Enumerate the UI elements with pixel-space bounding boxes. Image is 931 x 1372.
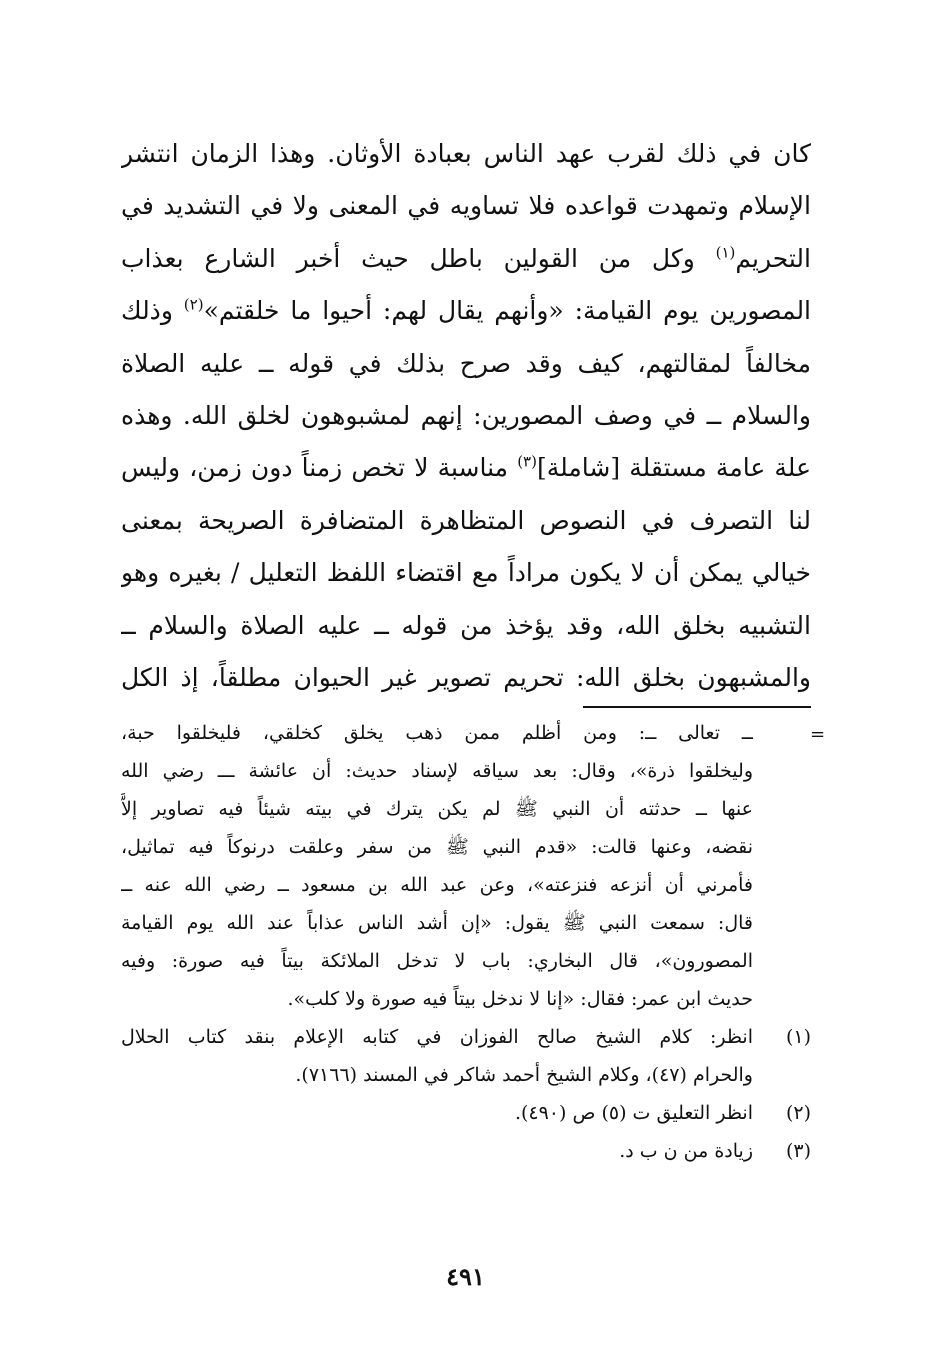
footnote-line: حديث ابن عمر: فقال: «إنا لا ندخل بيتاً فيه صورة ولا كلب».	[287, 988, 753, 1010]
footnote-number: (١)	[785, 1026, 811, 1048]
main-text-line: التشبيه بخلق الله، وقد يؤخذ من قوله ــ عليه الصلاة والسلام ــ	[121, 610, 811, 640]
main-text-block	[121, 128, 811, 704]
footnote-entry	[121, 1018, 811, 1094]
main-text-line: مخالفاً لمقالتهم، كيف وقد صرح بذلك في قوله ــ عليه الصلاة	[121, 348, 811, 378]
footnote-number: (٢)	[785, 1102, 811, 1124]
main-text-segment: المصورين يوم القيامة: «وأنهم يقال لهم: أحيوا ما خلقتم»	[203, 296, 811, 326]
footnote-line: المصورون»، قال البخاري: باب لا تدخل الملائكة بيتاً فيه صورة: وفيه	[121, 950, 753, 972]
main-text-segment: علة عامة مستقلة [شاملة]	[536, 453, 811, 483]
main-text-line: لنا التصرف في النصوص المتظاهرة المتضافرة الصريحة بمعنى	[121, 505, 811, 535]
footnote-continuation-mark: =	[810, 724, 826, 745]
footnote-continuation	[121, 714, 753, 1018]
footnote-reference: (١)	[715, 243, 736, 262]
main-text-segment: وكل من القولين باطل حيث أخبر الشارع بعذاب	[121, 243, 716, 273]
footnote-line: وليخلقوا ذرة»، وقال: بعد سياقه لإسناد حديث: أن عائشة ـــ رضي الله	[121, 760, 753, 782]
footnote-separator	[583, 706, 811, 708]
footnote-line: انظر التعليق ت (٥) ص (٤٩٠).	[514, 1102, 753, 1124]
footnote-entry	[121, 1094, 811, 1132]
footnotes-block	[121, 714, 811, 1170]
footnote-line: زيادة من ن ب د.	[619, 1140, 753, 1162]
main-text-line	[121, 233, 811, 285]
main-text-line: خيالي يمكن أن لا يكون مراداً مع اقتضاء اللفظ التعليل / بغيره وهو	[121, 558, 811, 588]
footnote-entry	[121, 1132, 811, 1170]
footnote-reference: (٢)	[183, 295, 204, 314]
main-text-line	[121, 285, 811, 337]
main-text-segment: التحريم	[735, 243, 811, 273]
footnote-reference: (٣)	[517, 453, 537, 472]
footnote-line: ــ تعالى ــ: ومن أظلم ممن ذهب يخلق كخلقي، فليخلقوا حبة،	[121, 722, 753, 744]
footnote-number: (٣)	[785, 1140, 811, 1162]
footnote-line: فأمرني أن أنزعه فنزعته»، وعن عبد الله بن مسعود ــ رضي الله عنه ــ	[121, 874, 753, 896]
main-text-line	[121, 442, 811, 494]
footnote-line: قال: سمعت النبي ﷺ يقول: «إن أشد الناس عذاباً عند الله يوم القيامة	[121, 912, 753, 934]
footnote-entries	[121, 1018, 811, 1170]
main-text-line: كان في ذلك لقرب عهد الناس بعبادة الأوثان. وهذا الزمان انتشر	[121, 139, 811, 168]
footnote-line: عنها ــ حدثته أن النبي ﷺ لم يكن يترك في بيته شيئاً فيه تصاوير إلاَّ	[121, 798, 753, 820]
main-text-line: والسلام ــ في وصف المصورين: إنهم لمشبوهون لخلق الله. وهذه	[121, 400, 811, 430]
main-text-line: الإسلام وتمهدت قواعده فلا تساويه في المعنى ولا في التشديد في	[121, 191, 811, 221]
main-text-segment: مناسبة لا تخص زمناً دون زمن، وليس	[121, 453, 518, 483]
footnote-line: انظر: كلام الشيخ صالح الفوزان في كتابه الإعلام بنقد كتاب الحلال	[121, 1026, 753, 1048]
main-text-segment: وذلك	[121, 296, 184, 326]
footnote-line: والحرام (٤٧)، وكلام الشيخ أحمد شاكر في المسند (٧١٦٦).	[295, 1064, 753, 1086]
footnote-line: نقضه، وعنها قالت: «قدم النبي ﷺ من سفر وعلقت درنوكاً فيه تماثيل،	[121, 836, 753, 858]
page-number: ٤٩١	[446, 1262, 485, 1291]
main-text-line: والمشبهون بخلق الله: تحريم تصوير غير الحيوان مطلقاً، إذ الكل	[121, 662, 811, 692]
